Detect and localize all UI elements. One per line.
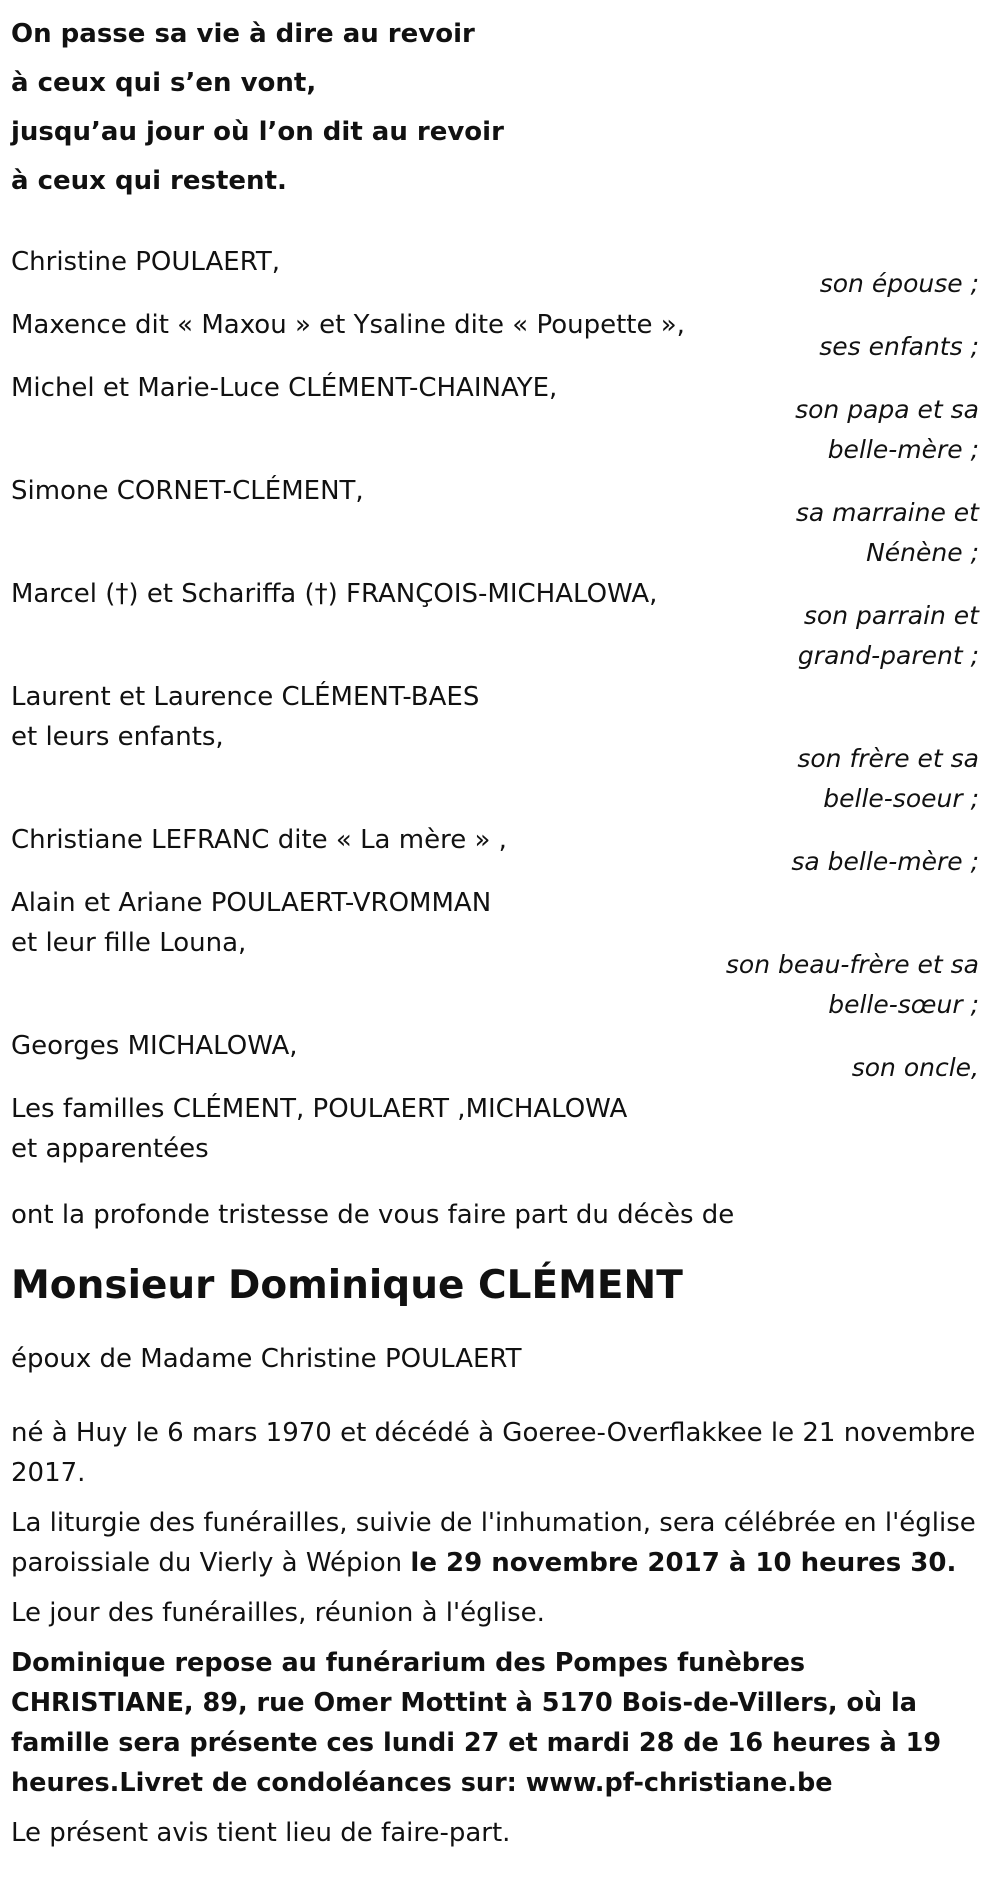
family-name: et leurs enfants, xyxy=(11,722,224,752)
family-relation: son parrain et grand-parent ; xyxy=(797,601,979,670)
family-row xyxy=(11,1026,989,1089)
family-name: Marcel (†) et Schariffa (†) FRANÇOIS-MICHALOWA, xyxy=(11,579,658,609)
family-relation: son papa et sa belle-mère ; xyxy=(795,395,979,464)
family-row xyxy=(11,574,989,677)
poem xyxy=(11,10,989,206)
family-name: Christiane LEFRANC dite « La mère » , xyxy=(11,825,507,855)
reunion-text: Le jour des funérailles, réunion à l'église. xyxy=(11,1598,545,1628)
family-name: Christine POULAERT, xyxy=(11,247,281,277)
funerarium-text: Dominique repose au funérarium des Pompes funèbres CHRISTIANE, 89, rue Omer Mottint à 5170 Bois-de-Villers, où la famille sera présente ces lundi 27 et mardi 28 de 16 heures à 19 heures.Livret de condoléances sur: www.pf-christiane.be xyxy=(11,1648,942,1798)
family-name: Michel et Marie-Luce CLÉMENT-CHAINAYE, xyxy=(11,373,558,403)
family-relation: ses enfants ; xyxy=(819,332,979,361)
family-name: Simone CORNET-CLÉMENT, xyxy=(11,476,364,506)
family-relation: son frère et sa belle-soeur ; xyxy=(797,744,979,813)
poem-line: On passe sa vie à dire au revoir xyxy=(11,19,475,49)
family-name: Georges MICHALOWA, xyxy=(11,1031,298,1061)
family-name: Alain et Ariane POULAERT-VROMMAN xyxy=(11,888,492,918)
family-row xyxy=(11,883,989,1026)
family-row xyxy=(11,305,989,368)
family-name: Les familles CLÉMENT, POULAERT ,MICHALOWA xyxy=(11,1094,628,1124)
liturgy-date: le 29 novembre 2017 à 10 heures 30. xyxy=(410,1548,957,1578)
family-name: et apparentées xyxy=(11,1134,209,1164)
family-row xyxy=(11,1089,989,1169)
family-list xyxy=(11,242,989,1169)
liturgy-text xyxy=(11,1503,989,1583)
family-row xyxy=(11,677,989,820)
family-relation: sa marraine et Nénène ; xyxy=(795,498,979,567)
family-relation: sa belle-mère ; xyxy=(791,847,979,876)
spouse-line: époux de Madame Christine POULAERT xyxy=(11,1344,522,1374)
obituary-notice xyxy=(11,0,989,1853)
poem-line: à ceux qui restent. xyxy=(11,166,287,196)
family-name: Laurent et Laurence CLÉMENT-BAES xyxy=(11,682,480,712)
liturgy-description: La liturgie des funérailles, suivie de l'inhumation, sera célébrée en l'église paroissiale du Vierly à Wépion xyxy=(11,1508,976,1578)
family-row xyxy=(11,368,989,471)
family-relation: son beau-frère et sa belle-sœur ; xyxy=(725,950,979,1019)
poem-line: jusqu’au jour où l’on dit au revoir xyxy=(11,117,504,147)
family-row xyxy=(11,471,989,574)
birth-death-text: né à Huy le 6 mars 1970 et décédé à Goeree-Overflakkee le 21 novembre 2017. xyxy=(11,1418,976,1488)
poem-line: à ceux qui s’en vont, xyxy=(11,68,317,98)
family-relation: son épouse ; xyxy=(819,269,979,298)
family-name: et leur fille Louna, xyxy=(11,928,247,958)
notice-text: Le présent avis tient lieu de faire-part. xyxy=(11,1818,511,1848)
family-row xyxy=(11,820,989,883)
family-row xyxy=(11,242,989,305)
family-relation: son oncle, xyxy=(851,1053,979,1082)
announcement-text: ont la profonde tristesse de vous faire part du décès de xyxy=(11,1200,735,1230)
family-name: Maxence dit « Maxou » et Ysaline dite « Poupette », xyxy=(11,310,685,340)
deceased-name: Monsieur Dominique CLÉMENT xyxy=(11,1263,683,1308)
